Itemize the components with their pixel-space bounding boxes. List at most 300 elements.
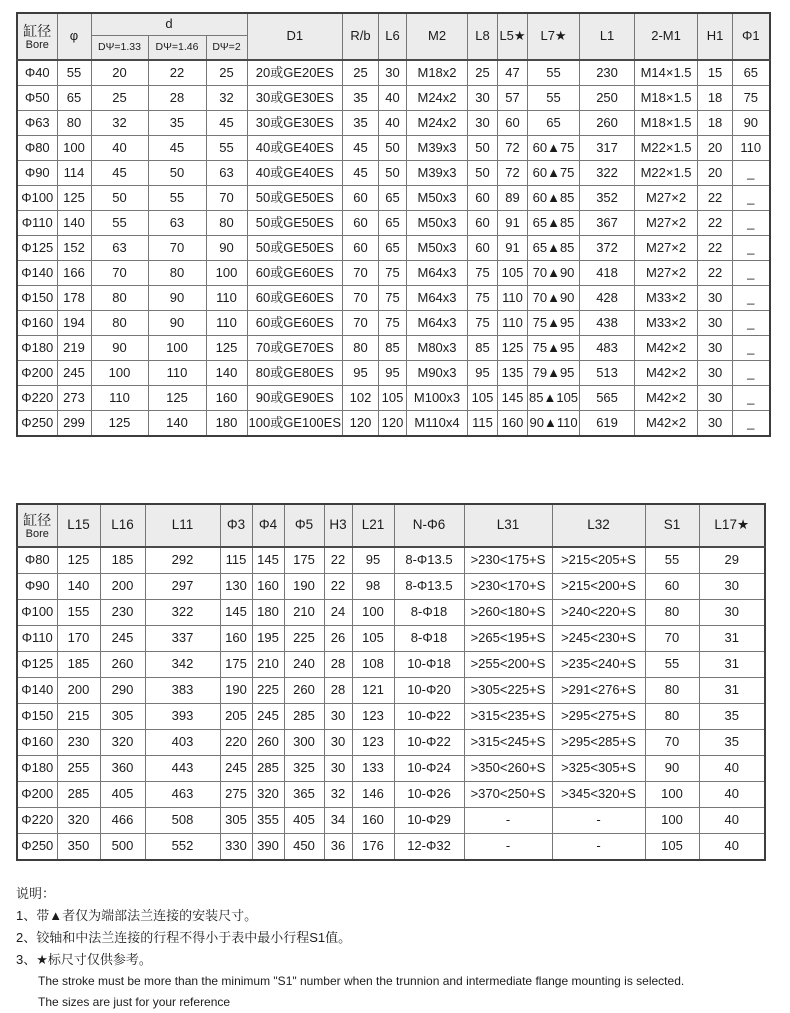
value-cell: 8-Φ18 [394,600,464,626]
value-cell: 80 [91,311,148,336]
value-cell: 383 [145,678,220,704]
value-cell: 225 [252,678,284,704]
value-cell: 125 [91,411,148,437]
value-cell: 299 [57,411,91,437]
value-cell: 275 [220,782,252,808]
bore-cell: Φ50 [17,86,57,111]
value-cell: 40 [379,86,407,111]
value-cell: 210 [252,652,284,678]
dimension-table-top [16,12,771,437]
value-cell: _ [733,286,770,311]
value-cell: 305 [220,808,252,834]
value-cell: 70 [206,186,247,211]
value-cell: M42×2 [635,336,698,361]
value-cell: >345<320+S [552,782,645,808]
value-cell: 428 [580,286,635,311]
note-line-1: 1、带▲者仅为端部法兰连接的安装尺寸。 [16,908,258,923]
value-cell: M18x2 [407,60,468,86]
value-cell: 70 [343,261,379,286]
value-cell: 100 [352,600,394,626]
value-cell: - [552,808,645,834]
table-row [17,111,770,136]
value-cell: 405 [100,782,145,808]
value-cell: 195 [252,626,284,652]
value-cell: 65 [57,86,91,111]
value-cell: _ [733,236,770,261]
value-cell: 110 [91,386,148,411]
value-cell: 220 [220,730,252,756]
value-cell: M39x3 [407,136,468,161]
value-cell: 85▲105 [528,386,580,411]
value-cell: 28 [148,86,206,111]
value-cell: 215 [57,704,100,730]
table-row [17,211,770,236]
value-cell: M18×1.5 [635,86,698,111]
bore-cell: Φ80 [17,136,57,161]
value-cell: 100 [645,808,699,834]
bore-cell: Φ140 [17,261,57,286]
value-cell: 98 [352,574,394,600]
value-cell: 205 [220,704,252,730]
value-cell: 60 [468,236,498,261]
value-cell: 125 [57,547,100,574]
value-cell: M33×2 [635,286,698,311]
value-cell: 50或GE50ES [247,211,343,236]
value-cell: 30 [698,336,733,361]
value-cell: 160 [206,386,247,411]
value-cell: 285 [57,782,100,808]
bore-cell: Φ100 [17,186,57,211]
value-cell: 65▲85 [528,211,580,236]
value-cell: M64x3 [407,311,468,336]
value-cell: 70 [91,261,148,286]
value-cell: >245<230+S [552,626,645,652]
dimension-table-bottom [16,503,766,861]
col-header-m2: M2 [407,13,468,60]
value-cell: 390 [252,834,284,861]
value-cell: 305 [100,704,145,730]
value-cell: 60 [645,574,699,600]
value-cell: 60或GE60ES [247,261,343,286]
table-row [17,86,770,111]
value-cell: 245 [57,361,91,386]
table-row [17,411,770,437]
bore-cell: Φ200 [17,782,57,808]
value-cell: 273 [57,386,91,411]
value-cell: 466 [100,808,145,834]
col-header-l11: L11 [145,504,220,547]
value-cell: M50x3 [407,186,468,211]
value-cell: 443 [145,756,220,782]
table-row [17,782,765,808]
value-cell: 10-Φ24 [394,756,464,782]
table1-header [17,13,770,60]
value-cell: 22 [148,60,206,86]
value-cell: 32 [91,111,148,136]
value-cell: M42×2 [635,411,698,437]
value-cell: 30 [324,730,352,756]
value-cell: 70▲90 [528,261,580,286]
value-cell: M27×2 [635,236,698,261]
value-cell: 360 [100,756,145,782]
value-cell: 260 [580,111,635,136]
value-cell: 105 [645,834,699,861]
value-cell: 160 [252,574,284,600]
note-line-3: 3、★标尺寸仅供参考。 [16,952,152,967]
value-cell: M42×2 [635,361,698,386]
value-cell: 20 [698,161,733,186]
value-cell: 35 [699,704,765,730]
value-cell: 145 [220,600,252,626]
value-cell: 483 [580,336,635,361]
value-cell: 140 [206,361,247,386]
value-cell: M22×1.5 [635,161,698,186]
value-cell: 30或GE30ES [247,86,343,111]
bore-cell: Φ63 [17,111,57,136]
table-row [17,730,765,756]
value-cell: 176 [352,834,394,861]
value-cell: 320 [100,730,145,756]
value-cell: 26 [324,626,352,652]
value-cell: 80 [206,211,247,236]
value-cell: M90x3 [407,361,468,386]
table-row [17,161,770,186]
value-cell: _ [733,386,770,411]
value-cell: 325 [284,756,324,782]
col-header-phi: φ [57,13,91,60]
col-header-l32: L32 [552,504,645,547]
value-cell: 95 [352,547,394,574]
value-cell: M64x3 [407,261,468,286]
value-cell: 22 [324,574,352,600]
value-cell: 55 [645,547,699,574]
bore-cell: Φ180 [17,756,57,782]
value-cell: 619 [580,411,635,437]
bore-cell: Φ200 [17,361,57,386]
value-cell: 40或GE40ES [247,136,343,161]
value-cell: >230<170+S [464,574,552,600]
value-cell: M24x2 [407,111,468,136]
value-cell: 230 [57,730,100,756]
dimension-table-bottom-wrap [16,503,776,861]
value-cell: 342 [145,652,220,678]
value-cell: 372 [580,236,635,261]
bore-cell: Φ140 [17,678,57,704]
value-cell: 450 [284,834,324,861]
value-cell: 10-Φ18 [394,652,464,678]
value-cell: 508 [145,808,220,834]
value-cell: >240<220+S [552,600,645,626]
value-cell: 75 [468,261,498,286]
col-header-nphi6: N-Φ6 [394,504,464,547]
value-cell: 65▲85 [528,236,580,261]
value-cell: 10-Φ29 [394,808,464,834]
value-cell: 8-Φ13.5 [394,547,464,574]
value-cell: 105 [352,626,394,652]
value-cell: 105 [468,386,498,411]
col-header-phi1: Φ1 [733,13,770,60]
value-cell: 57 [498,86,528,111]
value-cell: 50 [379,161,407,186]
col-header-h3: H3 [324,504,352,547]
table-row [17,361,770,386]
value-cell: 175 [220,652,252,678]
value-cell: 185 [57,652,100,678]
bore-label-zh: 缸径 [23,511,52,528]
table-row [17,286,770,311]
value-cell: 152 [57,236,91,261]
value-cell: 100 [645,782,699,808]
value-cell: 145 [252,547,284,574]
value-cell: 105 [379,386,407,411]
value-cell: >325<305+S [552,756,645,782]
bore-cell: Φ160 [17,730,57,756]
value-cell: 260 [284,678,324,704]
value-cell: 55 [528,86,580,111]
value-cell: 463 [145,782,220,808]
col-header-l15: L15 [57,504,100,547]
value-cell: >370<250+S [464,782,552,808]
value-cell: 40 [699,756,765,782]
value-cell: 108 [352,652,394,678]
value-cell: 438 [580,311,635,336]
value-cell: 200 [100,574,145,600]
value-cell: 170 [57,626,100,652]
value-cell: >255<200+S [464,652,552,678]
value-cell: 513 [580,361,635,386]
value-cell: 30 [699,574,765,600]
value-cell: 115 [468,411,498,437]
value-cell: 25 [343,60,379,86]
value-cell: 50 [91,186,148,211]
bore-cell: Φ220 [17,386,57,411]
value-cell: 178 [57,286,91,311]
value-cell: 72 [498,136,528,161]
value-cell: 292 [145,547,220,574]
table-row [17,704,765,730]
value-cell: 47 [498,60,528,86]
value-cell: 418 [580,261,635,286]
table-row [17,386,770,411]
table-row [17,652,765,678]
value-cell: 322 [145,600,220,626]
note-line-en-1: The stroke must be more than the minimum "S1" number when the trunnion and intermediate flange mounting is selected. [38,974,685,988]
value-cell: 55 [148,186,206,211]
value-cell: 55 [57,60,91,86]
value-cell: M27×2 [635,211,698,236]
value-cell: 75▲95 [528,336,580,361]
value-cell: M50x3 [407,236,468,261]
value-cell: 255 [57,756,100,782]
value-cell: 85 [468,336,498,361]
value-cell: 75 [733,86,770,111]
col-header-l16: L16 [100,504,145,547]
value-cell: 22 [698,211,733,236]
table-row [17,186,770,211]
bore-cell: Φ100 [17,600,57,626]
table-row [17,136,770,161]
value-cell: 260 [252,730,284,756]
value-cell: 365 [284,782,324,808]
value-cell: M27×2 [635,261,698,286]
value-cell: 230 [100,600,145,626]
value-cell: 55 [528,60,580,86]
value-cell: 90 [733,111,770,136]
value-cell: 20 [698,136,733,161]
col-header-l8: L8 [468,13,498,60]
table-row [17,261,770,286]
value-cell: 65 [379,186,407,211]
value-cell: 100 [91,361,148,386]
bore-cell: Φ220 [17,808,57,834]
value-cell: 22 [324,547,352,574]
value-cell: 40 [699,808,765,834]
value-cell: 80 [343,336,379,361]
notes-section [16,883,776,1013]
value-cell: - [464,808,552,834]
value-cell: 65 [379,211,407,236]
value-cell: _ [733,261,770,286]
value-cell: _ [733,361,770,386]
value-cell: 70 [343,311,379,336]
value-cell: 110 [733,136,770,161]
value-cell: 100 [148,336,206,361]
value-cell: 120 [379,411,407,437]
value-cell: 40 [91,136,148,161]
value-cell: 25 [206,60,247,86]
bore-label-en: Bore [25,527,49,540]
value-cell: 60 [343,211,379,236]
value-cell: 22 [698,261,733,286]
value-cell: 125 [148,386,206,411]
value-cell: 120 [343,411,379,437]
value-cell: 180 [252,600,284,626]
value-cell: >215<200+S [552,574,645,600]
value-cell: 25 [91,86,148,111]
value-cell: 32 [324,782,352,808]
value-cell: 35 [343,86,379,111]
table1-body [17,60,770,436]
table-row [17,600,765,626]
value-cell: 367 [580,211,635,236]
value-cell: 185 [100,547,145,574]
table-row [17,678,765,704]
value-cell: 91 [498,236,528,261]
value-cell: 100或GE100ES [247,411,343,437]
value-cell: 10-Φ20 [394,678,464,704]
value-cell: 175 [284,547,324,574]
bore-cell: Φ150 [17,286,57,311]
value-cell: 95 [343,361,379,386]
note-line-2: 2、铰轴和中法兰连接的行程不得小于表中最小行程S1值。 [16,930,352,945]
value-cell: 40 [699,782,765,808]
value-cell: 45 [91,161,148,186]
bore-cell: Φ250 [17,834,57,861]
value-cell: 45 [343,136,379,161]
value-cell: 90 [645,756,699,782]
value-cell: 22 [698,236,733,261]
value-cell: >350<260+S [464,756,552,782]
value-cell: 55 [645,652,699,678]
note-line-en-2: The sizes are just for your reference [38,995,231,1009]
col-header-l7: L7★ [528,13,580,60]
value-cell: 90或GE90ES [247,386,343,411]
value-cell: 240 [284,652,324,678]
value-cell: >230<175+S [464,547,552,574]
value-cell: 90 [148,311,206,336]
value-cell: >215<205+S [552,547,645,574]
value-cell: 102 [343,386,379,411]
value-cell: 75 [379,311,407,336]
value-cell: 75 [468,286,498,311]
value-cell: 110 [498,286,528,311]
value-cell: 18 [698,111,733,136]
value-cell: 350 [57,834,100,861]
value-cell: 85 [379,336,407,361]
col-header-d-group: d [91,13,247,36]
table-row [17,808,765,834]
value-cell: 95 [379,361,407,386]
value-cell: 55 [91,211,148,236]
value-cell: 125 [206,336,247,361]
value-cell: 70▲90 [528,286,580,311]
bore-cell: Φ90 [17,161,57,186]
value-cell: 90 [91,336,148,361]
value-cell: 12-Φ32 [394,834,464,861]
table-row [17,60,770,86]
value-cell: M64x3 [407,286,468,311]
value-cell: 320 [57,808,100,834]
value-cell: 30 [468,86,498,111]
value-cell: 22 [698,186,733,211]
value-cell: >260<180+S [464,600,552,626]
value-cell: _ [733,161,770,186]
value-cell: 337 [145,626,220,652]
value-cell: 30 [698,286,733,311]
value-cell: 194 [57,311,91,336]
value-cell: 29 [699,547,765,574]
value-cell: >291<276+S [552,678,645,704]
value-cell: M39x3 [407,161,468,186]
value-cell: 155 [57,600,100,626]
value-cell: 24 [324,600,352,626]
value-cell: 34 [324,808,352,834]
value-cell: 60▲85 [528,186,580,211]
value-cell: >305<225+S [464,678,552,704]
value-cell: 115 [220,547,252,574]
value-cell: 65 [528,111,580,136]
bore-label-en: Bore [25,38,49,51]
value-cell: 60 [468,186,498,211]
value-cell: 40或GE40ES [247,161,343,186]
col-header-rb: R/b [343,13,379,60]
value-cell: 110 [148,361,206,386]
value-cell: 285 [252,756,284,782]
col-header-s1: S1 [645,504,699,547]
value-cell: 31 [699,652,765,678]
value-cell: 75▲95 [528,311,580,336]
value-cell: 130 [220,574,252,600]
value-cell: 50或GE50ES [247,236,343,261]
value-cell: 60或GE60ES [247,286,343,311]
value-cell: 80或GE80ES [247,361,343,386]
value-cell: 60 [343,236,379,261]
value-cell: 70 [343,286,379,311]
value-cell: 30 [699,600,765,626]
value-cell: M80x3 [407,336,468,361]
value-cell: 285 [284,704,324,730]
value-cell: 190 [220,678,252,704]
